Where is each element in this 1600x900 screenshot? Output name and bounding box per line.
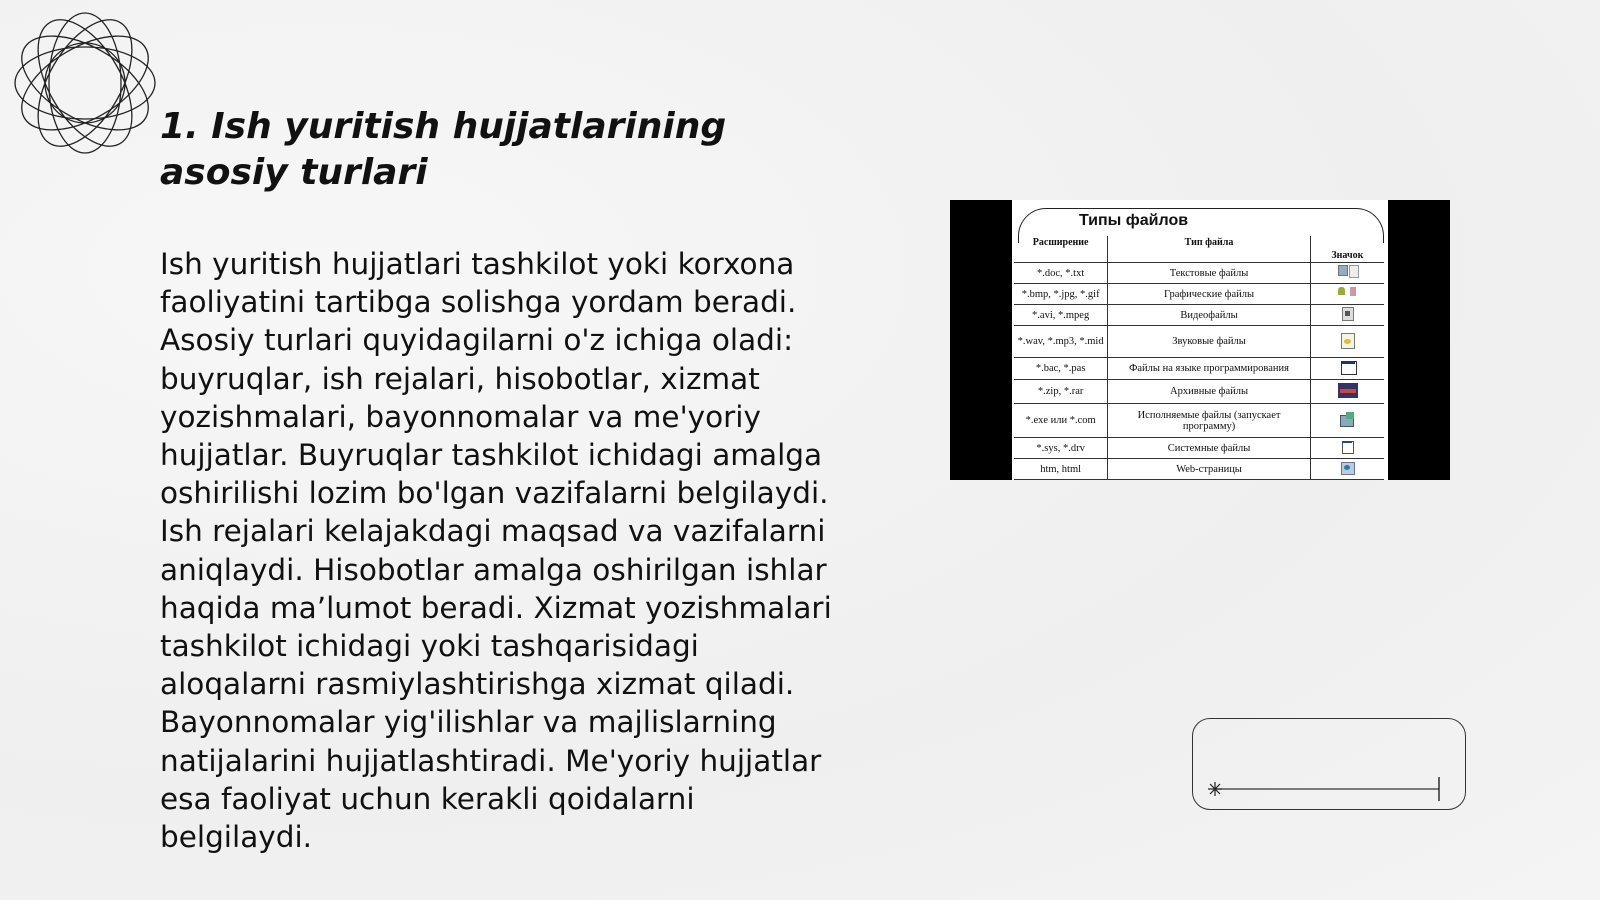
figure-title: Типы файлов [1079, 212, 1189, 229]
cell-icon [1310, 305, 1384, 326]
cell-extension: *.bmp, *.jpg, *.gif [1014, 284, 1108, 305]
cell-icon [1310, 358, 1384, 380]
cell-icon [1310, 380, 1384, 404]
decorative-line [1193, 719, 1465, 809]
cell-file-type: Архивные файлы [1108, 380, 1311, 404]
decorative-slider-frame [1192, 718, 1466, 810]
table-row [1014, 459, 1384, 480]
video-file-icon [1336, 306, 1358, 321]
table-row [1014, 358, 1384, 380]
file-types-table-image [1012, 200, 1388, 480]
cell-icon [1310, 459, 1384, 480]
body-paragraph: Ish yuritish hujjatlari tashkilot yoki korxona faoliyatini tartibga solishga yordam beradi. Asosiy turlari quyidagilarni o'z ichiga oladi: buyruqlar, ish rejalari, hisobotlar, xizmat yozishmalari, bayonnomalar va me'yoriy hujjatlar. Buyruqlar tashkilot ichidagi amalga oshirilishi lozim bo'lgan vazifalarni belgilaydi. Ish rejalari kelajakdagi maqsad va vazifalarni aniqlaydi. Hisobotlar amalga oshirilgan ishlar haqida ma’lumot beradi. Xizmat yozishmalari tashkilot ichidagi yoki tashqarisidagi aloqalarni rasmiylashtirishga xizmat qiladi. Bayonnomalar yig'ilishlar va majlislarning natijalarini hujjatlashtiradi. Me'yoriy hujjatlar esa faoliyat uchun kerakli qoidalarni belgilaydi. [160, 247, 832, 855]
cell-file-type: Исполняемые файлы (запускает программу) [1108, 404, 1311, 438]
cell-extension: *.zip, *.rar [1014, 380, 1108, 404]
cell-icon [1310, 404, 1384, 438]
header-file-type: Тип файла [1108, 236, 1311, 263]
cell-extension: htm, html [1014, 459, 1108, 480]
cell-extension: *.exe или *.com [1014, 404, 1108, 438]
table-row [1014, 263, 1384, 284]
image-file-icon [1336, 285, 1358, 300]
audio-file-icon [1336, 333, 1358, 348]
cell-file-type: Файлы на языке программирования [1108, 358, 1311, 380]
table-header-row [1014, 236, 1384, 263]
file-types-figure [950, 200, 1450, 480]
cell-icon [1310, 284, 1384, 305]
text-file-icon [1336, 264, 1358, 279]
cell-file-type: Видеофайлы [1108, 305, 1311, 326]
file-types-table [1014, 236, 1384, 480]
cell-icon [1310, 438, 1384, 459]
cell-file-type: Системные файлы [1108, 438, 1311, 459]
cell-file-type: Web-страницы [1108, 459, 1311, 480]
cell-file-type: Текстовые файлы [1108, 263, 1311, 284]
cell-extension: *.avi, *.mpeg [1014, 305, 1108, 326]
table-row [1014, 404, 1384, 438]
table-row [1014, 305, 1384, 326]
decorative-circles-logo [12, 10, 158, 156]
table-row [1014, 284, 1384, 305]
header-extension: Расширение [1014, 236, 1108, 263]
table-row [1014, 380, 1384, 404]
executable-file-icon [1336, 412, 1358, 427]
system-file-icon [1336, 439, 1358, 454]
cell-file-type: Графические файлы [1108, 284, 1311, 305]
table-row [1014, 326, 1384, 358]
web-file-icon [1336, 460, 1358, 475]
code-file-icon [1336, 360, 1358, 375]
cell-extension: *.sys, *.drv [1014, 438, 1108, 459]
cell-extension: *.wav, *.mp3, *.mid [1014, 326, 1108, 358]
table-row [1014, 438, 1384, 459]
cell-extension: *.bac, *.pas [1014, 358, 1108, 380]
cell-extension: *.doc, *.txt [1014, 263, 1108, 284]
header-icon: Значок [1310, 236, 1384, 263]
cell-icon [1310, 263, 1384, 284]
slide-title: 1. Ish yuritish hujjatlarining asosiy turlari [160, 106, 727, 193]
cell-icon [1310, 326, 1384, 358]
archive-file-icon [1336, 383, 1358, 398]
cell-file-type: Звуковые файлы [1108, 326, 1311, 358]
